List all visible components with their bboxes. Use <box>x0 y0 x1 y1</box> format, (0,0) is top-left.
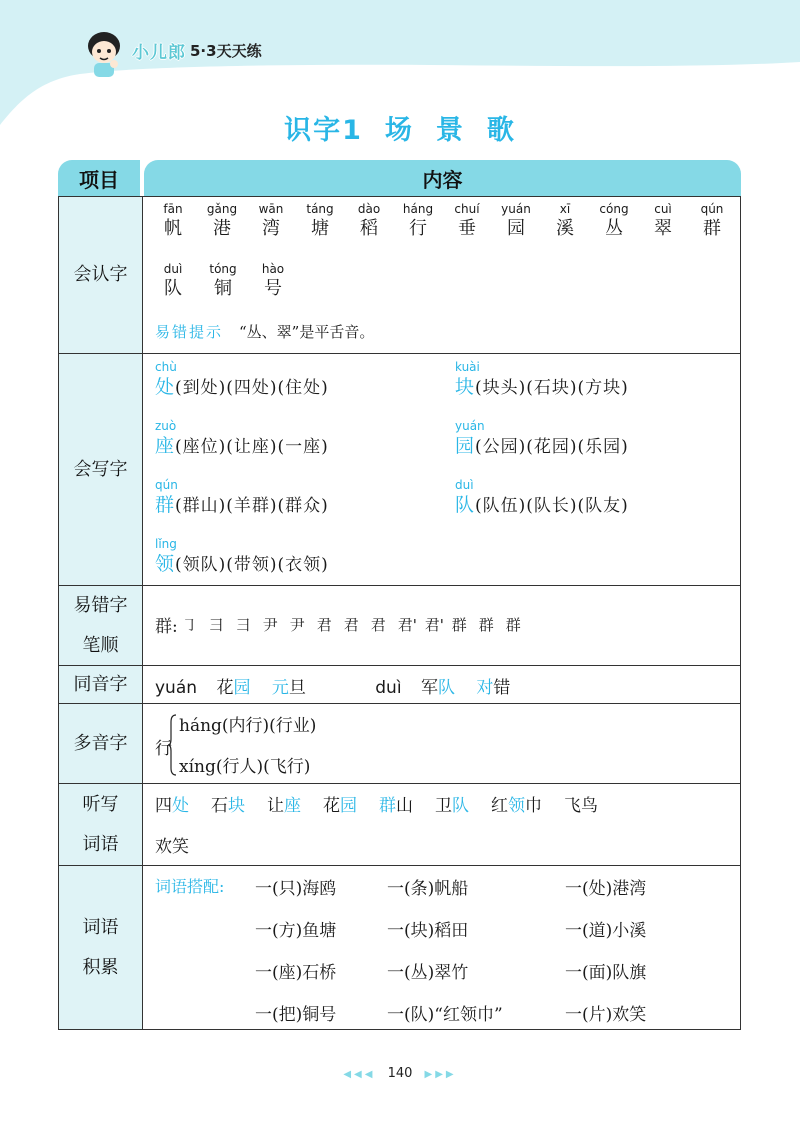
hanzi: 港 <box>213 218 231 239</box>
row-homophone <box>58 666 741 704</box>
hanzi: 号 <box>264 278 282 299</box>
row-label: 多音字 <box>59 704 143 783</box>
stroke-order <box>155 612 533 637</box>
hanzi: 稻 <box>360 218 378 239</box>
pinyin: chuí <box>454 202 480 216</box>
word-highlight: 处 <box>172 796 189 816</box>
recognize-char <box>398 201 438 241</box>
collocation: 一(处)港湾 <box>565 879 647 899</box>
page-title <box>0 108 800 147</box>
recognize-char <box>692 201 732 241</box>
pinyin: fān <box>163 202 183 216</box>
page-number: 140 <box>387 1066 413 1081</box>
brand-sub: 5·3天天练 <box>190 42 262 60</box>
accumulate-content <box>143 866 740 1029</box>
homophone-line: yuán 花园 元旦 duì 军队 对错 <box>155 678 511 698</box>
hanzi: 塘 <box>311 218 329 239</box>
write-content <box>143 354 740 585</box>
homophone-content <box>143 666 740 703</box>
word-highlight: 队 <box>452 796 469 816</box>
pinyin: duì <box>163 262 183 276</box>
word-part: 山 <box>396 796 413 816</box>
stroke-content <box>143 586 740 665</box>
collocation: 一(道)小溪 <box>565 921 647 941</box>
polyphone-char: 行 <box>155 739 172 759</box>
recognize-row-2 <box>153 261 732 301</box>
row-write <box>58 354 741 586</box>
collocation: 一(把)铜号 <box>255 1005 337 1025</box>
word-part: 花 <box>323 796 340 816</box>
recognize-char <box>349 201 389 241</box>
title-word: 景 <box>435 115 465 146</box>
dictation-word <box>491 791 542 816</box>
recognize-char <box>447 201 487 241</box>
stroke-step: 君' <box>424 616 444 634</box>
recognize-char <box>300 201 340 241</box>
word-highlight: 领 <box>508 796 525 816</box>
pinyin: gǎng <box>206 202 238 216</box>
dictation-word <box>267 791 301 816</box>
row-polyphone <box>58 704 741 784</box>
hanzi: 铜 <box>214 278 232 299</box>
write-item: qún 群(群山)(羊群)(群众) <box>155 478 329 516</box>
row-accumulate <box>58 866 741 1030</box>
recognize-char <box>253 261 293 301</box>
word-part: 四 <box>155 796 172 816</box>
row-dictation <box>58 784 741 866</box>
row-label: 词语 积累 <box>59 866 143 1029</box>
stroke-step: 尹 <box>262 616 278 634</box>
hanzi: 丛 <box>605 218 623 239</box>
hanzi: 群 <box>703 218 721 239</box>
collocation: 一(面)队旗 <box>565 963 647 983</box>
dictation-last: 欢笑 <box>155 837 189 857</box>
hanzi: 队 <box>164 278 182 299</box>
table-header <box>58 160 741 196</box>
recognize-char <box>643 201 683 241</box>
brand <box>132 38 262 63</box>
word-part: 让 <box>267 796 284 816</box>
stroke-step: 君 <box>370 616 386 634</box>
col-item-header: 项目 <box>58 160 140 196</box>
left-arrows-icon: ◀◀◀ <box>343 1069 376 1080</box>
dictation-word <box>211 791 245 816</box>
recognize-char <box>496 201 536 241</box>
row-label: 同音字 <box>59 666 143 703</box>
collocation: 一(座)石桥 <box>255 963 337 983</box>
write-item: duì 队(队伍)(队长)(队友) <box>455 478 629 516</box>
collocation: 一(片)欢笑 <box>565 1005 647 1025</box>
row-label: 听写 词语 <box>59 784 143 865</box>
polyphone-line: xíng(行人)(飞行) <box>179 757 311 777</box>
title-prefix: 识字1 <box>284 115 363 146</box>
word-part: 巾 <box>525 796 542 816</box>
recognize-char <box>153 201 193 241</box>
write-item: kuài 块(块头)(石块)(方块) <box>455 360 629 398</box>
recognize-char <box>545 201 585 241</box>
hanzi: 湾 <box>262 218 280 239</box>
word-highlight: 座 <box>284 796 301 816</box>
word-part: 石 <box>211 796 228 816</box>
write-item: yuán 园(公园)(花园)(乐园) <box>455 419 629 457</box>
write-item: chù 处(到处)(四处)(住处) <box>155 360 329 398</box>
stroke-step: 群 <box>505 616 521 634</box>
recognize-content <box>143 197 740 353</box>
pinyin: qún <box>700 202 724 216</box>
dictation-word <box>379 791 413 816</box>
pinyin: yuán <box>501 202 531 216</box>
pinyin: tóng <box>209 262 237 276</box>
recognize-char <box>202 201 242 241</box>
hanzi: 翠 <box>654 218 672 239</box>
word-part: 飞鸟 <box>564 796 598 816</box>
collocation: 一(条)帆船 <box>387 879 469 899</box>
title-word: 场 <box>384 115 414 146</box>
pinyin: táng <box>306 202 334 216</box>
hanzi: 行 <box>409 218 427 239</box>
polyphone-content <box>143 704 740 783</box>
recognize-char <box>594 201 634 241</box>
hanzi: 垂 <box>458 218 476 239</box>
pinyin: hào <box>261 262 285 276</box>
right-arrows-icon: ▶▶▶ <box>424 1069 457 1080</box>
recognize-char <box>251 201 291 241</box>
content-table <box>58 160 741 1030</box>
stroke-char: 群: <box>155 617 178 637</box>
pinyin: wān <box>258 202 284 216</box>
pinyin: dào <box>357 202 381 216</box>
stroke-step: 群 <box>478 616 494 634</box>
pinyin: xī <box>559 202 571 216</box>
hanzi: 溪 <box>556 218 574 239</box>
row-label: 会写字 <box>59 354 143 585</box>
tip-label: 易错提示 <box>155 323 224 341</box>
pinyin: cuì <box>654 202 672 216</box>
col-content-header: 内容 <box>144 160 741 196</box>
dictation-words <box>155 791 620 816</box>
hanzi: 帆 <box>164 218 182 239</box>
stroke-step: 彐 <box>235 616 251 634</box>
collocation: 一(只)海鸥 <box>255 879 337 899</box>
dictation-word <box>323 791 357 816</box>
collocation: 一(队)“红领巾” <box>387 1005 503 1025</box>
row-label: 易错字 笔顺 <box>59 586 143 665</box>
stroke-step: 君 <box>343 616 359 634</box>
word-part: 红 <box>491 796 508 816</box>
polyphone-line: háng(内行)(行业) <box>179 716 317 736</box>
stroke-step: 尹 <box>289 616 305 634</box>
pinyin: háng <box>402 202 434 216</box>
write-item: zuò 座(座位)(让座)(一座) <box>155 419 329 457</box>
brand-main: 小儿郎 <box>132 43 186 63</box>
row-label: 会认字 <box>59 197 143 353</box>
dictation-word <box>155 791 189 816</box>
word-highlight: 块 <box>228 796 245 816</box>
dictation-word <box>435 791 469 816</box>
collocation: 一(丛)翠竹 <box>387 963 469 983</box>
row-stroke <box>58 586 741 666</box>
pinyin: cóng <box>599 202 629 216</box>
word-highlight: 园 <box>340 796 357 816</box>
recognize-char <box>153 261 193 301</box>
stroke-step: 君' <box>397 616 417 634</box>
word-highlight: 群 <box>379 796 396 816</box>
collocation: 一(块)稻田 <box>387 921 469 941</box>
stroke-step: 君 <box>316 616 332 634</box>
word-part: 卫 <box>435 796 452 816</box>
brace-icon <box>167 714 177 776</box>
stroke-step: ⺕ <box>208 616 224 634</box>
accumulate-intro: 词语搭配: <box>155 877 225 896</box>
dictation-content <box>143 784 740 865</box>
tip <box>155 321 374 342</box>
row-recognize <box>58 196 741 354</box>
recognize-char <box>203 261 243 301</box>
write-item: lǐng 领(领队)(带领)(衣领) <box>155 537 329 575</box>
hanzi: 园 <box>507 218 525 239</box>
tip-text: “丛、翠”是平舌音。 <box>239 323 375 341</box>
stroke-step: 群 <box>451 616 467 634</box>
recognize-row-1 <box>153 201 732 241</box>
stroke-step: ㇆ <box>181 616 197 634</box>
page-footer <box>0 1066 800 1081</box>
title-word: 歌 <box>486 115 516 146</box>
collocation: 一(方)鱼塘 <box>255 921 337 941</box>
mascot-logo-icon <box>82 28 126 78</box>
dictation-word <box>564 791 598 816</box>
